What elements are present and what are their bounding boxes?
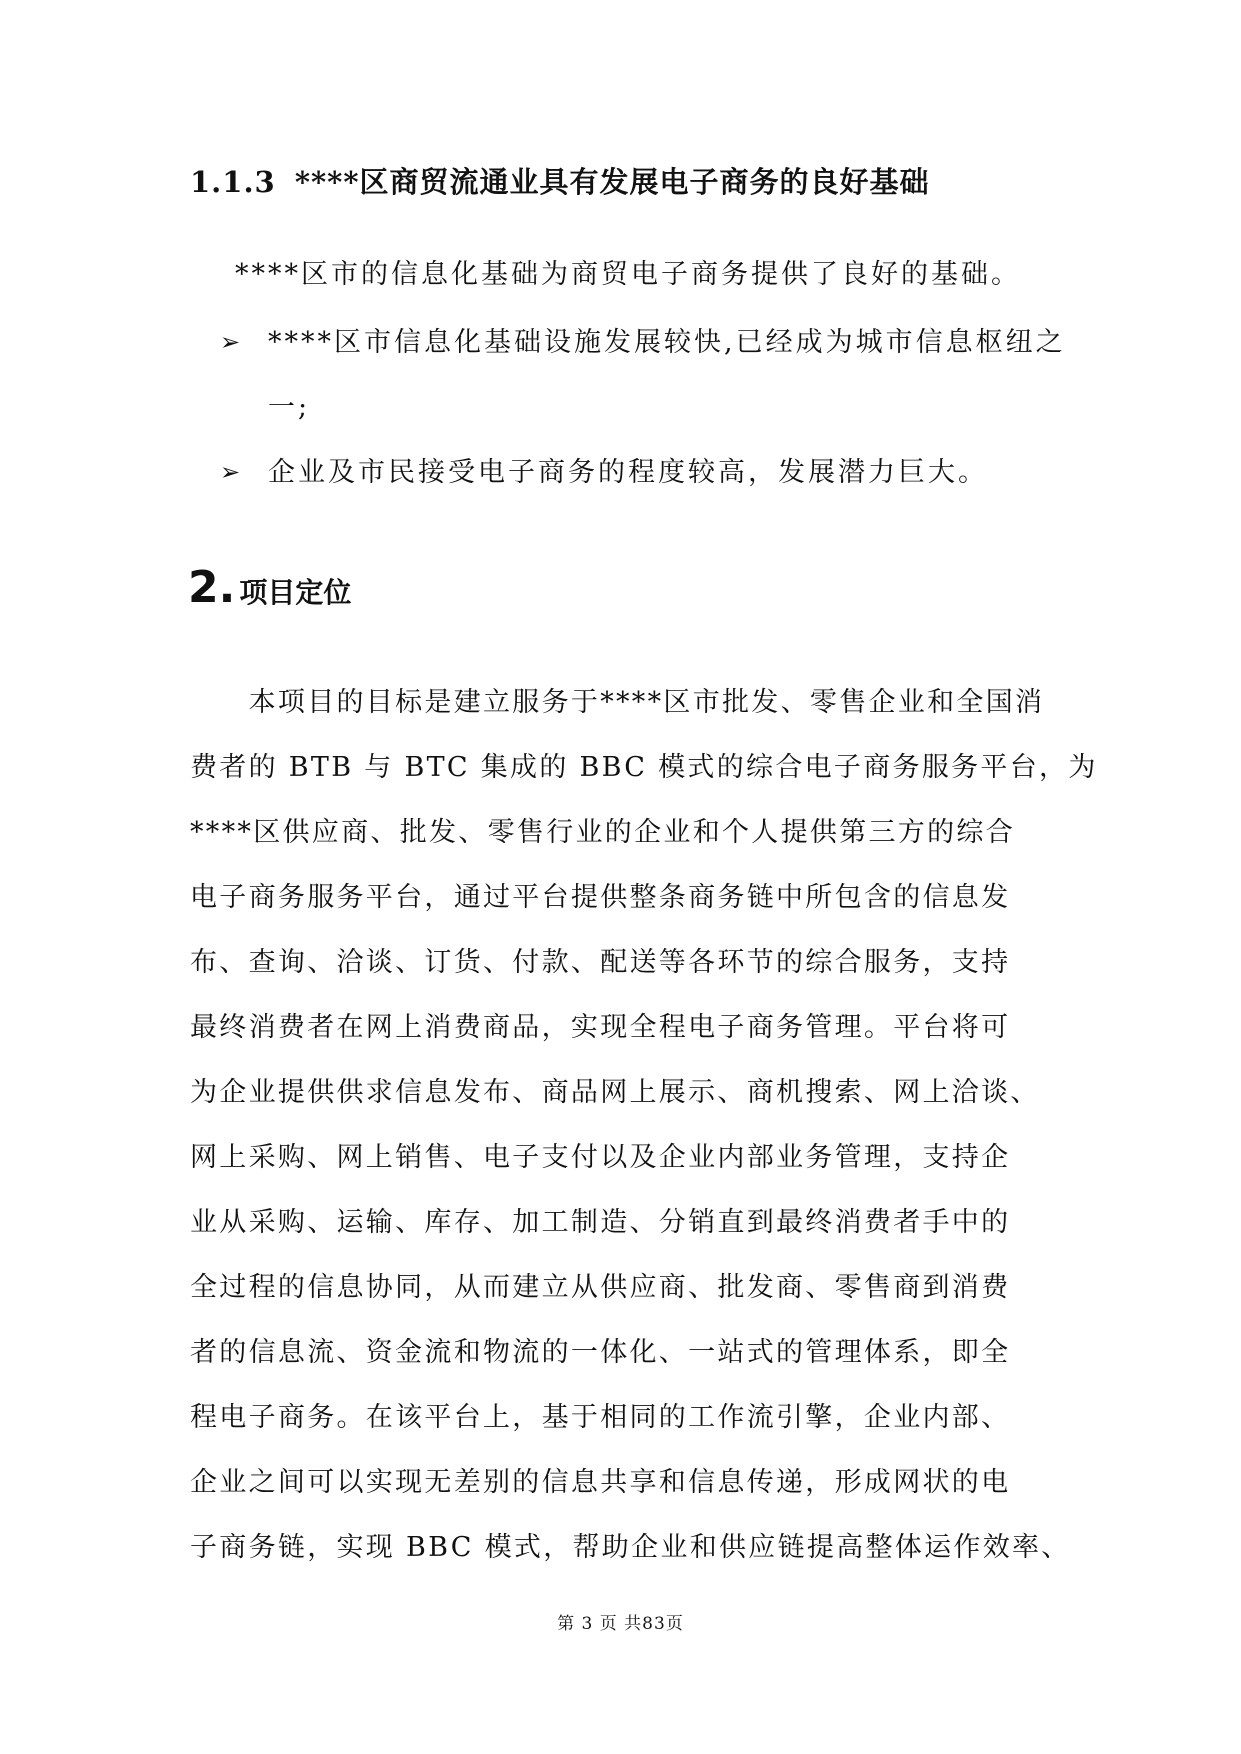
paragraph-line: 业从采购、运输、库存、加工制造、分销直到最终消费者手中的: [190, 1207, 1011, 1238]
paragraph-line: 最终消费者在网上消费商品，实现全程电子商务管理。平台将可: [190, 1012, 1011, 1043]
arrow-bullet-icon: ➢: [220, 458, 244, 486]
paragraph-line: ****区供应商、批发、零售行业的企业和个人提供第三方的综合: [190, 817, 1015, 848]
paragraph-line: 者的信息流、资金流和物流的一体化、一站式的管理体系，即全: [190, 1337, 1011, 1368]
bullet-item: [220, 310, 1070, 440]
chapter-title: 项目定位: [239, 576, 352, 609]
section-heading: [190, 160, 930, 201]
paragraph-line: 子商务链，实现 BBC 模式，帮助企业和供应链提高整体运作效率、: [190, 1532, 1071, 1563]
section-title: ****区商贸流通业具有发展电子商务的良好基础: [294, 165, 930, 199]
chapter-number: 2.: [188, 562, 236, 613]
paragraph-line: 网上采购、网上销售、电子支付以及企业内部业务管理，支持企: [190, 1142, 1011, 1173]
paragraph-line: 费者的 BTB 与 BTC 集成的 BBC 模式的综合电子商务服务平台，为: [190, 752, 1098, 783]
body-paragraph: [190, 670, 1098, 1580]
paragraph-line: 企业之间可以实现无差别的信息共享和信息传递，形成网状的电: [190, 1467, 1011, 1498]
intro-paragraph: ****区市的信息化基础为商贸电子商务提供了良好的基础。: [235, 259, 1021, 290]
bullet-text: 企业及市民接受电子商务的程度较高，发展潜力巨大。: [268, 457, 988, 488]
paragraph-line: 全过程的信息协同，从而建立从供应商、批发商、零售商到消费: [190, 1272, 1011, 1303]
paragraph-line: 本项目的目标是建立服务于****区市批发、零售企业和全国消: [190, 687, 1045, 718]
paragraph-line: 布、查询、洽谈、订货、付款、配送等各环节的综合服务，支持: [190, 947, 1011, 978]
paragraph-line: 为企业提供供求信息发布、商品网上展示、商机搜索、网上洽谈、: [190, 1077, 1040, 1108]
section-number: 1.1.3: [190, 165, 276, 199]
page-footer: 第 3 页 共83页: [557, 1614, 684, 1634]
paragraph-line: 程电子商务。在该平台上，基于相同的工作流引擎，企业内部、: [190, 1402, 1011, 1433]
arrow-bullet-icon: ➢: [220, 328, 244, 356]
chapter-heading: [188, 562, 351, 613]
paragraph-line: 电子商务服务平台，通过平台提供整条商务链中所包含的信息发: [190, 882, 1011, 913]
bullet-text: ****区市信息化基础设施发展较快,已经成为城市信息枢纽之一;: [268, 327, 1066, 423]
bullet-item: [220, 440, 1070, 505]
